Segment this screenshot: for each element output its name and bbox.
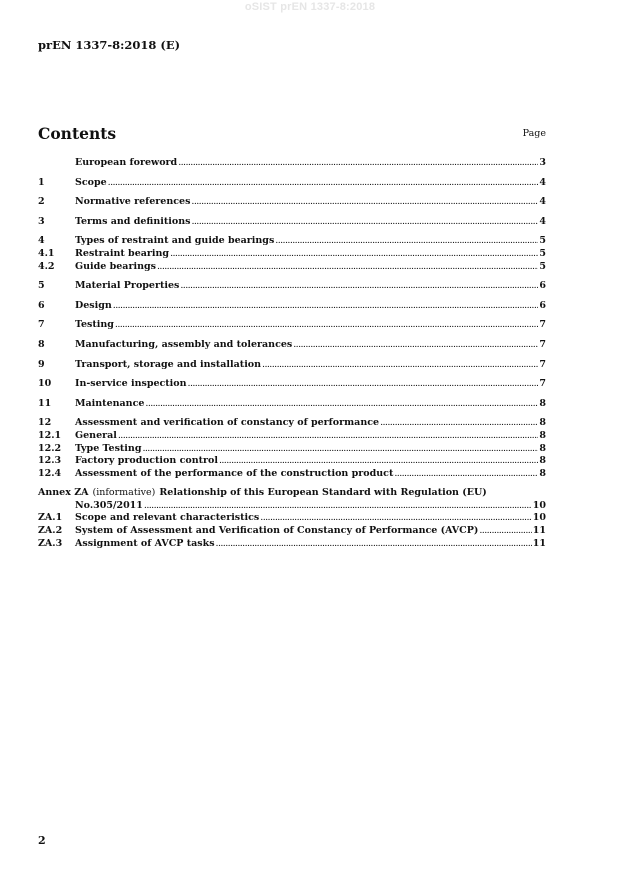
toc-title: Terms and definitions: [75, 215, 191, 227]
toc-title: Assessment of the performance of the construction product: [75, 467, 394, 479]
toc-number: 1: [38, 176, 45, 188]
toc-leader: [275, 235, 538, 248]
toc-page: 3: [539, 157, 546, 168]
toc-leader: [144, 500, 532, 513]
toc-entry[interactable]: [38, 235, 546, 248]
toc-entry[interactable]: [38, 177, 546, 190]
toc-leader: [108, 177, 539, 190]
toc-title: Manufacturing, assembly and tolerances: [75, 338, 293, 350]
annex-heading[interactable]: [38, 487, 546, 500]
toc-number: 4: [38, 235, 45, 247]
toc-title: Types of restraint and guide bearings: [75, 235, 275, 247]
toc-number: 12: [38, 417, 52, 429]
toc-number: 7: [38, 319, 45, 331]
toc-number: ZA.1: [38, 512, 63, 524]
toc-entry[interactable]: [38, 300, 546, 313]
toc-title: Type Testing: [75, 442, 142, 454]
toc-leader: [219, 455, 538, 468]
toc-entry[interactable]: [38, 500, 546, 513]
toc-page: 7: [539, 319, 546, 331]
toc-leader: [380, 417, 538, 430]
toc-leader: [262, 359, 538, 372]
toc-page: 7: [539, 338, 546, 350]
toc-title: General: [75, 429, 117, 441]
toc-number: 8: [38, 338, 45, 350]
toc-page: 8: [539, 455, 546, 467]
toc-number: 12.2: [38, 442, 62, 454]
toc-leader: [142, 443, 538, 456]
toc-entry[interactable]: [38, 339, 546, 352]
toc-number: ZA.3: [38, 537, 63, 549]
toc-page: 7: [539, 358, 546, 370]
toc-leader: [216, 538, 532, 551]
toc-entry[interactable]: [38, 538, 546, 551]
toc-page: 8: [539, 442, 546, 454]
toc-title: Normative references: [75, 196, 191, 208]
toc-page: 8: [539, 467, 546, 479]
toc-leader: [191, 216, 538, 229]
contents-title: Contents: [38, 124, 117, 143]
toc-leader: [118, 430, 538, 443]
toc-entry[interactable]: [38, 157, 546, 170]
toc-page: 7: [539, 378, 546, 390]
toc-leader: [145, 398, 538, 411]
toc-entry[interactable]: [38, 248, 546, 261]
annex-label: Annex ZA: [38, 487, 89, 499]
toc-number: 10: [38, 378, 52, 390]
toc-page: 4: [539, 176, 546, 188]
toc-entry[interactable]: [38, 430, 546, 443]
toc-title: Scope and relevant characteristics: [75, 512, 260, 524]
toc-page: 8: [539, 429, 546, 441]
toc-title: Factory production control: [75, 455, 218, 467]
toc-number: 12.4: [38, 467, 62, 479]
toc-leader: [170, 248, 538, 261]
toc-leader: [260, 512, 531, 525]
toc-entry[interactable]: [38, 378, 546, 391]
toc-number: 6: [38, 299, 45, 311]
toc-title: European foreword: [75, 157, 178, 168]
watermark: oSIST prEN 1337-8:2018: [244, 1, 376, 13]
toc-leader: [188, 378, 539, 391]
toc-number: 4.2: [38, 260, 55, 272]
toc-page: 5: [539, 247, 546, 259]
toc-title: Maintenance: [75, 397, 145, 409]
toc-title: Testing: [75, 319, 114, 331]
toc-entry[interactable]: [38, 525, 546, 538]
toc-page: 6: [539, 299, 546, 311]
toc-entry[interactable]: [38, 359, 546, 372]
toc-number: 12.1: [38, 429, 62, 441]
toc-title: Guide bearings: [75, 260, 156, 272]
toc-entry[interactable]: [38, 261, 546, 274]
toc-number: 3: [38, 215, 45, 227]
toc-number: 4.1: [38, 247, 55, 259]
toc-entry[interactable]: [38, 468, 546, 481]
table-of-contents: [38, 157, 546, 550]
toc-title: System of Assessment and Verification of Constancy of Performance (AVCP): [75, 525, 479, 537]
page-number: 2: [38, 834, 46, 847]
toc-number: 9: [38, 358, 45, 370]
annex-title-continued: No.305/2011: [75, 499, 143, 511]
toc-leader: [180, 280, 538, 293]
toc-page: 5: [539, 260, 546, 272]
toc-entry[interactable]: [38, 280, 546, 293]
annex-informative: (informative): [92, 487, 156, 499]
toc-title: Assignment of AVCP tasks: [75, 537, 215, 549]
toc-number: 5: [38, 280, 45, 292]
toc-title: In-service inspection: [75, 378, 187, 390]
toc-entry[interactable]: [38, 443, 546, 456]
toc-entry[interactable]: [38, 455, 546, 468]
toc-number: 11: [38, 397, 52, 409]
toc-page: 6: [539, 280, 546, 292]
annex-title: Relationship of this European Standard with Regulation (EU): [159, 487, 487, 499]
toc-leader: [178, 157, 538, 170]
toc-page: 10: [532, 499, 546, 511]
toc-number: 12.3: [38, 455, 62, 467]
toc-page: 11: [532, 537, 546, 549]
toc-entry[interactable]: [38, 417, 546, 430]
toc-page: 8: [539, 397, 546, 409]
toc-title: Transport, storage and installation: [75, 358, 262, 370]
toc-title: Assessment and verification of constancy of performance: [75, 417, 380, 429]
toc-page: 8: [539, 417, 546, 429]
toc-leader: [479, 525, 531, 538]
toc-title: Material Properties: [75, 280, 180, 292]
toc-page: 10: [532, 512, 546, 524]
toc-entry[interactable]: [38, 216, 546, 229]
toc-page: 4: [539, 215, 546, 227]
toc-entry[interactable]: [38, 512, 546, 525]
toc-page: 5: [539, 235, 546, 247]
document-id: prEN 1337-8:2018 (E): [38, 38, 181, 52]
toc-page: 11: [532, 525, 546, 537]
toc-title: Scope: [75, 176, 107, 188]
toc-number: ZA.2: [38, 525, 63, 537]
toc-entry[interactable]: [38, 196, 546, 209]
toc-leader: [191, 196, 538, 209]
toc-leader: [157, 261, 538, 274]
toc-number: 2: [38, 196, 45, 208]
page-column-label: Page: [522, 128, 546, 139]
toc-title: Restraint bearing: [75, 247, 170, 259]
toc-leader: [394, 468, 538, 481]
toc-title: Design: [75, 299, 112, 311]
toc-entry[interactable]: [38, 319, 546, 332]
toc-page: 4: [539, 196, 546, 208]
toc-leader: [113, 300, 539, 313]
toc-entry[interactable]: [38, 398, 546, 411]
toc-leader: [115, 319, 538, 332]
toc-leader: [293, 339, 538, 352]
